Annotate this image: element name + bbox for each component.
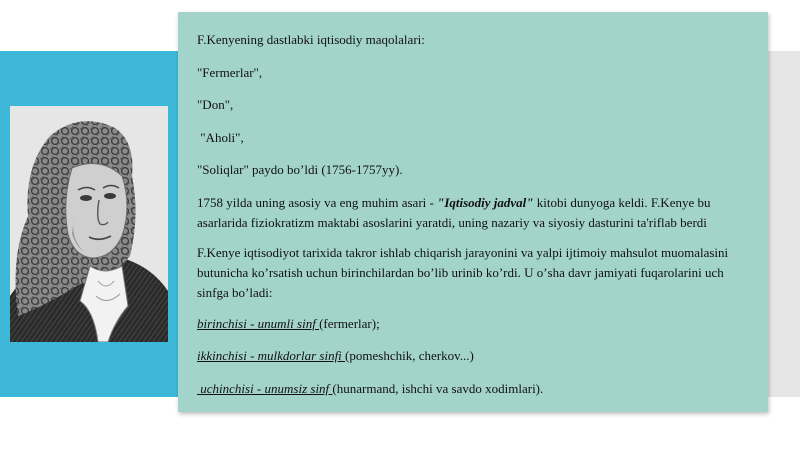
class-desc: (fermerlar); (319, 315, 380, 331)
class-name: uchinchisi - unumsiz sinf (197, 380, 333, 396)
portrait-image (10, 106, 168, 342)
book-title: "Iqtisodiy jadval" (437, 194, 534, 210)
text-card (178, 12, 768, 412)
class-name: ikkinchisi - mulkdorlar sinfi (197, 348, 346, 363)
class-item (197, 379, 756, 399)
paragraph-text: 1758 yilda uning asosiy va eng muhim asari - (197, 194, 438, 210)
list-item: "Soliqlar" paydo boʼldi (1756-1757yy). (197, 162, 403, 177)
list-item: "Don", (197, 97, 234, 112)
paragraph-classes: F.Kenye iqtisodiyot tarixida takror ishlab chiqarish jarayonini va yalpi ijtimoiy mahsulot muomalasini butunicha koʼrsatish uchun birinchilardan boʼlib urinib koʼrdi. U oʼsha davr jamiyati fuqarolarini uch sinfga boʼladi: (197, 245, 729, 300)
list-item: "Fermerlar", (197, 64, 263, 80)
class-name: birinchisi - unumli sinf (197, 315, 320, 331)
paragraph-jadval (197, 193, 756, 233)
portrait-icon (10, 106, 168, 342)
right-accent-band (768, 51, 800, 397)
class-item (197, 314, 756, 334)
intro-line: F.Kenyening dastlabki iqtisodiy maqolalari: (197, 32, 425, 47)
list-item: "Aholi", (197, 129, 244, 145)
class-desc: (hunarmand, ishchi va savdo xodimlari). (332, 380, 544, 396)
class-item (197, 346, 756, 366)
paragraph-text: kitobi dunyoga keldi. F.Kenye bu asarlarida fiziokratizm maktabi asoslarini yaratdi, uning nazariy va siyosiy dasturini ta'riflab berdi (197, 194, 711, 230)
class-desc: (pomeshchik, cherkov...) (345, 348, 474, 363)
